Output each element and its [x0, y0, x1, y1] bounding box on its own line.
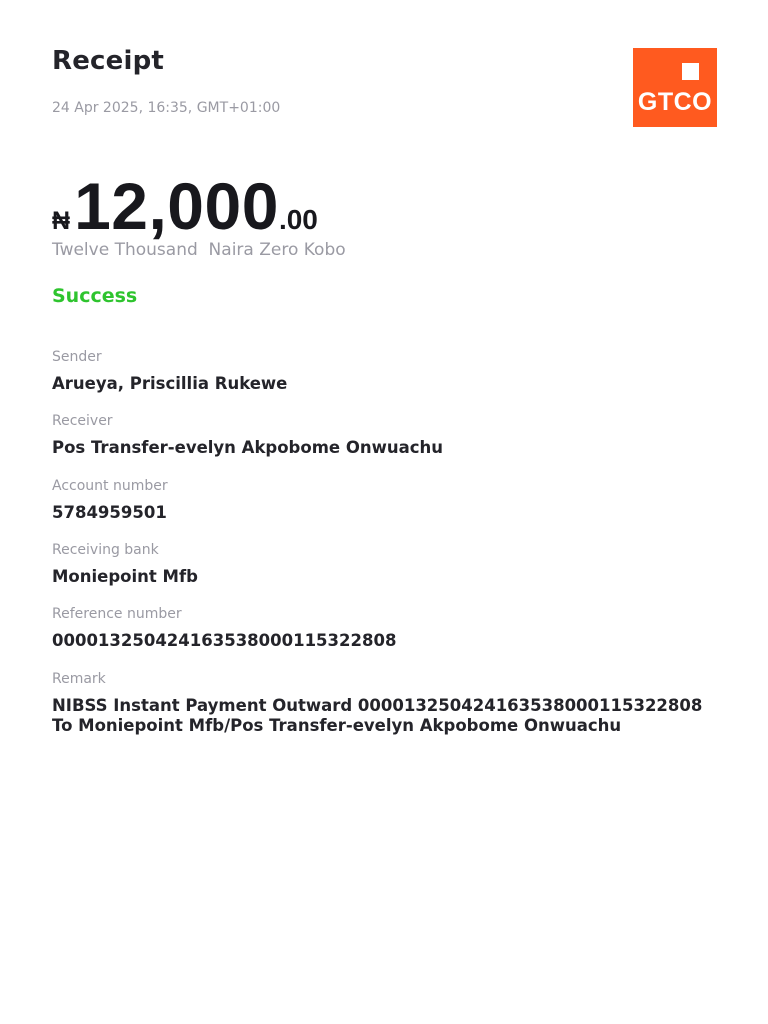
page-title: Receipt — [52, 46, 165, 76]
amount-in-words: Twelve Thousand Naira Zero Kobo — [52, 240, 346, 260]
account-number-value: 5784959501 — [52, 503, 167, 522]
receiving-bank-label: Receiving bank — [52, 542, 159, 558]
sender-label: Sender — [52, 349, 102, 365]
logo-text: GTCO — [637, 88, 713, 116]
sender-value: Arueya, Priscillia Rukewe — [52, 374, 288, 393]
gtco-logo — [633, 48, 717, 127]
remark-label: Remark — [52, 671, 106, 687]
status-badge: Success — [52, 285, 138, 307]
receiver-label: Receiver — [52, 413, 113, 429]
receiving-bank-value: Moniepoint Mfb — [52, 567, 198, 586]
transaction-datetime: 24 Apr 2025, 16:35, GMT+01:00 — [52, 100, 281, 116]
remark-value: NIBSS Instant Payment Outward 000013250424163538000115322808 To Moniepoint Mfb/Pos Transfer-evelyn Akpobome Onwuachu — [52, 696, 714, 735]
receiver-value: Pos Transfer-evelyn Akpobome Onwuachu — [52, 438, 444, 457]
naira-currency-icon: ₦ — [52, 207, 71, 235]
transaction-amount — [52, 168, 318, 244]
reference-number-label: Reference number — [52, 606, 182, 622]
amount-major: 12,000 — [74, 169, 279, 243]
reference-number-value: 000013250424163538000115322808 — [52, 631, 397, 650]
logo-square-icon — [682, 63, 699, 80]
amount-minor: .00 — [278, 204, 318, 235]
account-number-label: Account number — [52, 478, 168, 494]
